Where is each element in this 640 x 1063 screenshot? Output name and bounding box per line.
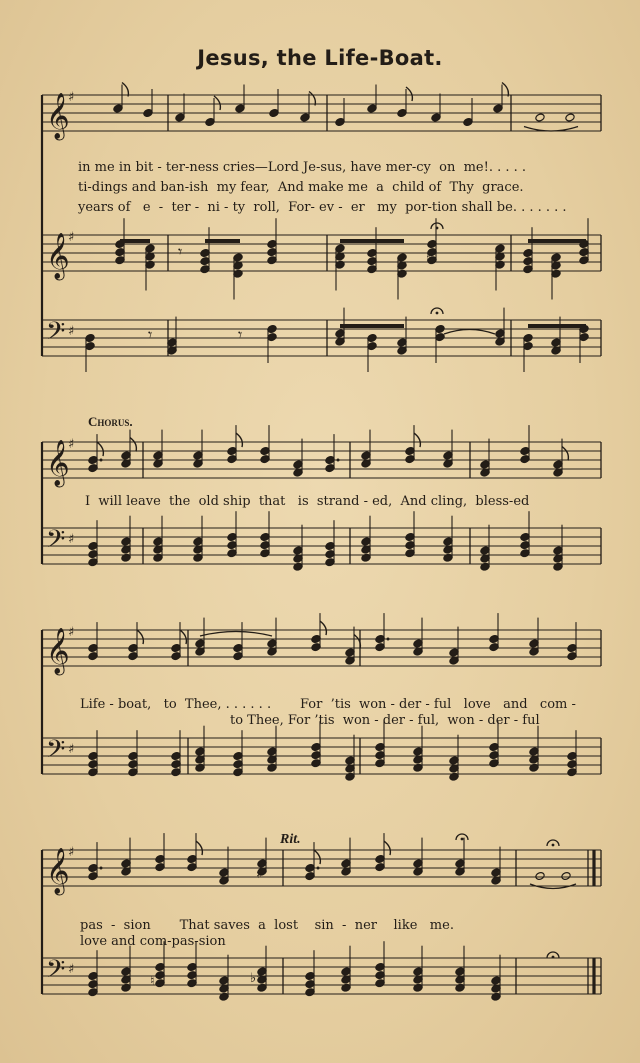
verse-lyric-line-2: ti-dings and ban-ish my fear, And make me a child of Thy grace.	[78, 180, 524, 195]
note-beam	[528, 324, 586, 328]
note-beam	[340, 239, 404, 243]
sharp-icon: ♯	[68, 324, 75, 339]
tie	[524, 127, 578, 132]
augmentation-dot	[337, 459, 340, 462]
natural-icon: ♮	[426, 251, 432, 267]
note-flag	[314, 850, 320, 864]
note-flag	[214, 96, 220, 110]
sharp-icon: ♯	[68, 742, 75, 757]
sharp-icon: ♯	[256, 867, 263, 882]
treble-clef-icon: 𝄞	[46, 233, 70, 279]
note-flag	[502, 83, 508, 97]
hymn-title: Jesus, the Life-Boat.	[197, 46, 443, 70]
bass-clef-icon: 𝄢	[46, 525, 66, 560]
melody-note	[565, 113, 575, 122]
note-beam	[528, 239, 586, 243]
chorus-lyric-line-2a: Life - boat, to Thee, . . . . . . For ’tis won - der - ful love and com -	[80, 697, 576, 712]
fermata-dot	[552, 956, 555, 959]
treble-clef-icon: 𝄞	[46, 440, 70, 486]
eighth-rest: 𝄾	[178, 242, 183, 261]
bass-clef-icon: 𝄢	[46, 317, 66, 352]
augmentation-dot	[387, 638, 390, 641]
note-flag	[406, 87, 412, 101]
melody-note	[535, 113, 545, 122]
treble-clef-icon: 𝄞	[46, 628, 70, 674]
bass-clef-icon: 𝄢	[46, 955, 66, 990]
melody-note	[535, 871, 545, 880]
fermata-dot	[436, 227, 439, 230]
note-flag	[384, 841, 390, 855]
chorus-lyric-line-1: I will leave the old ship that is strand - ed, And cling, bless-ed	[85, 494, 530, 509]
fermata-dot	[436, 312, 439, 315]
note-flag	[130, 438, 136, 452]
verse-lyric-line-1: in me in bit - ter-ness cries—Lord Je-sus, have mer-cy on me!. . . . .	[78, 160, 527, 175]
note-flag	[320, 621, 326, 635]
note-beam	[205, 239, 240, 243]
note-flag	[236, 433, 242, 447]
flat-icon: ♭♯	[250, 971, 263, 986]
sharp-icon: ♯	[68, 437, 75, 452]
augmentation-dot	[100, 867, 103, 870]
chorus-label: Chorus.	[88, 414, 133, 429]
augmentation-dot	[100, 459, 103, 462]
sharp-icon: ♯	[68, 230, 75, 245]
note-flag	[122, 83, 128, 97]
verse-lyric-line-3: years of e - ter - ni - ty roll, For- ev - er my por-tion shall be. . . . . . .	[78, 200, 567, 215]
eighth-rest: 𝄾	[238, 325, 243, 344]
sharp-icon: ♯	[68, 962, 75, 977]
treble-clef-icon: 𝄞	[46, 93, 70, 139]
fermata-dot	[461, 838, 464, 841]
sharp-icon: ♯	[68, 532, 75, 547]
fermata-dot	[552, 844, 555, 847]
sharp-icon: ♯	[68, 625, 75, 640]
note-beam	[340, 324, 404, 328]
note-flag	[562, 447, 568, 461]
note-flag	[414, 433, 420, 447]
melody-note	[561, 871, 571, 880]
tie	[200, 632, 272, 637]
note-flag	[137, 630, 143, 644]
sharp-icon: ♯	[68, 90, 75, 105]
note-flag	[97, 442, 103, 456]
bass-clef-icon: 𝄢	[46, 735, 66, 770]
ritardando-mark: Rit.	[280, 832, 301, 847]
sharp-icon: ♯	[68, 845, 75, 860]
note-flag	[180, 630, 186, 644]
note-flag	[309, 92, 315, 106]
tie	[444, 330, 495, 335]
chorus-lyric-line-3b: love and com-pas-sion	[80, 934, 226, 949]
augmentation-dot	[317, 867, 320, 870]
treble-clef-icon: 𝄞	[46, 848, 70, 894]
note-flag	[196, 841, 202, 855]
chorus-lyric-line-3a: pas - sion That saves a lost sin - ner like me.	[80, 918, 454, 933]
eighth-rest: 𝄾	[148, 325, 153, 344]
note-beam	[120, 239, 150, 243]
chorus-lyric-line-2b: to Thee, For ’tis won - der - ful, won - der - ful	[230, 713, 540, 728]
natural-icon: ♮	[150, 974, 155, 989]
